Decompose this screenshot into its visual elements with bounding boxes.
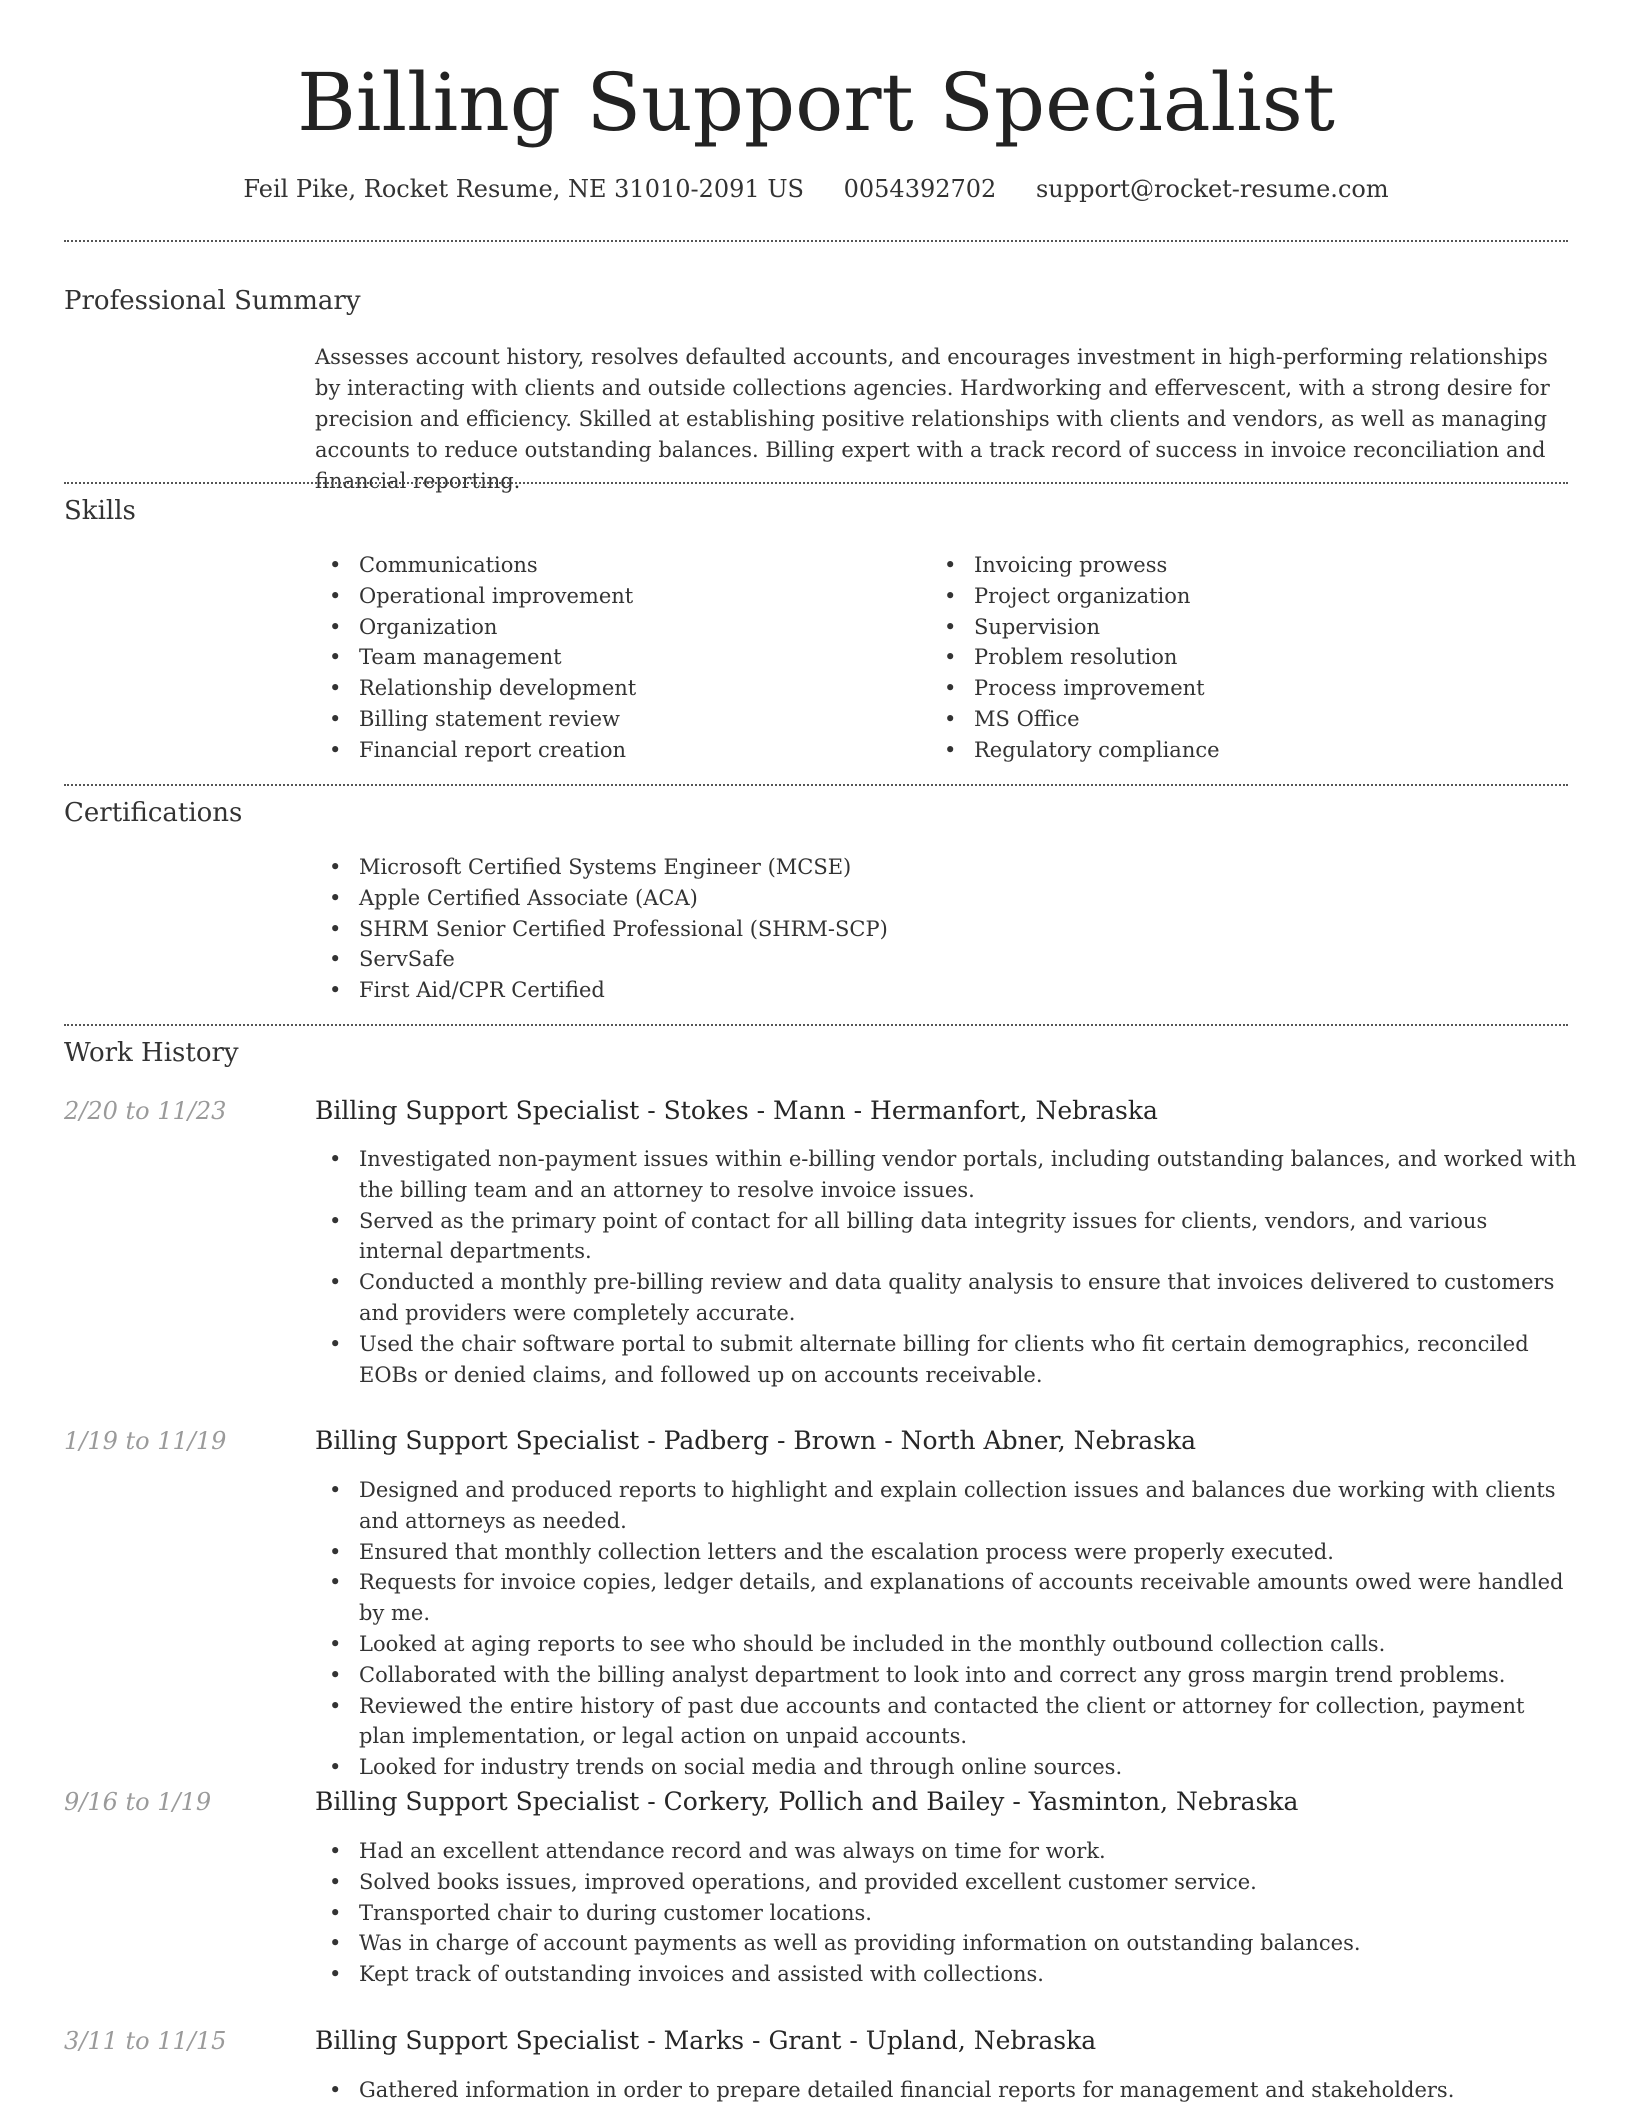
certification-item: • ServSafe bbox=[315, 944, 1515, 975]
job-bullet: • Conducted a monthly pre-billing review and data quality analysis to ensure that invoices delivered to customers and providers were completely accurate. bbox=[315, 1267, 1577, 1329]
job-bullet: • Had an excellent attendance record and was always on time for work. bbox=[315, 1836, 1577, 1867]
job-bullet: • Served as the primary point of contact for all billing data integrity issues for clients, vendors, and various internal departments. bbox=[315, 1206, 1577, 1268]
skill-item: • MS Office bbox=[930, 704, 1530, 735]
job-bullet: • Looked for industry trends on social media and through online sources. bbox=[315, 1752, 1577, 1783]
divider bbox=[64, 240, 1568, 242]
job-dates: 1/19 to 11/19 bbox=[64, 1427, 227, 1455]
job-bullet: • Used the chair software portal to submit alternate billing for clients who fit certain demographics, reconciled EOBs or denied claims, and followed up on accounts receivable. bbox=[315, 1329, 1577, 1391]
skills-list-right bbox=[930, 550, 1530, 766]
job-bullet: • Transported chair to during customer locations. bbox=[315, 1898, 1577, 1929]
job-bullet: • Ensured that monthly collection letters and the escalation process were properly executed. bbox=[315, 1537, 1577, 1568]
job-bullet: • Looked at aging reports to see who should be included in the monthly outbound collection calls. bbox=[315, 1629, 1577, 1660]
job-title: Billing Support Specialist - Corkery, Pollich and Bailey - Yasminton, Nebraska bbox=[315, 1787, 1299, 1816]
certification-item: • First Aid/CPR Certified bbox=[315, 975, 1515, 1006]
job-bullets bbox=[315, 2075, 1577, 2106]
skills-list-left bbox=[315, 550, 895, 766]
job-bullet: • Collaborated with the billing analyst department to look into and correct any gross margin trend problems. bbox=[315, 1660, 1577, 1691]
contact-address: Feil Pike, Rocket Resume, NE 31010-2091 US bbox=[243, 175, 804, 203]
skill-item: • Problem resolution bbox=[930, 642, 1530, 673]
job-bullet: • Designed and produced reports to highlight and explain collection issues and balances due working with clients and attorneys as needed. bbox=[315, 1475, 1577, 1537]
skill-item: • Process improvement bbox=[930, 673, 1530, 704]
skill-item: • Supervision bbox=[930, 612, 1530, 643]
job-bullet: • Investigated non-payment issues within e-billing vendor portals, including outstanding balances, and worked with the billing team and an attorney to resolve invoice issues. bbox=[315, 1144, 1577, 1206]
section-title-summary: Professional Summary bbox=[64, 286, 361, 316]
job-bullets bbox=[315, 1836, 1577, 1990]
job-bullet: • Gathered information in order to prepare detailed financial reports for management and stakeholders. bbox=[315, 2075, 1577, 2106]
job-title: Billing Support Specialist - Padberg - Brown - North Abner, Nebraska bbox=[315, 1426, 1197, 1455]
job-bullet: • Kept track of outstanding invoices and assisted with collections. bbox=[315, 1959, 1577, 1990]
skill-item: • Relationship development bbox=[315, 673, 895, 704]
contact-phone: 0054392702 bbox=[843, 175, 997, 203]
section-title-work-history: Work History bbox=[64, 1038, 239, 1068]
job-dates: 2/20 to 11/23 bbox=[64, 1097, 227, 1125]
contact-line bbox=[0, 172, 1632, 206]
divider bbox=[64, 784, 1568, 786]
job-dates: 9/16 to 1/19 bbox=[64, 1788, 212, 1816]
skill-item: • Financial report creation bbox=[315, 735, 895, 766]
job-bullet: • Was in charge of account payments as well as providing information on outstanding balances. bbox=[315, 1928, 1577, 1959]
section-title-skills: Skills bbox=[64, 496, 136, 526]
job-title: Billing Support Specialist - Stokes - Mann - Hermanfort, Nebraska bbox=[315, 1096, 1158, 1125]
job-bullet: • Solved books issues, improved operations, and provided excellent customer service. bbox=[315, 1867, 1577, 1898]
divider bbox=[64, 482, 1568, 484]
job-bullet: • Reviewed the entire history of past due accounts and contacted the client or attorney for collection, payment plan implementation, or legal action on unpaid accounts. bbox=[315, 1691, 1577, 1753]
job-dates: 3/11 to 11/15 bbox=[64, 2027, 227, 2055]
job-bullets bbox=[315, 1144, 1577, 1390]
job-bullets bbox=[315, 1475, 1577, 1783]
certification-item: • Microsoft Certified Systems Engineer (MCSE) bbox=[315, 852, 1515, 883]
skill-item: • Communications bbox=[315, 550, 895, 581]
summary-text: Assesses account history, resolves defaulted accounts, and encourages investment in high-performing relationships by interacting with clients and outside collections agencies. Hardworking and effervescent, with a strong desire for precision and efficiency. Skilled at establishing positive relationships with clients and vendors, as well as managing accounts to reduce outstanding balances. Billing expert with a track record of success in invoice reconciliation and financial reporting. bbox=[315, 345, 1550, 493]
certification-item: • SHRM Senior Certified Professional (SHRM-SCP) bbox=[315, 914, 1515, 945]
skill-item: • Billing statement review bbox=[315, 704, 895, 735]
section-title-certifications: Certifications bbox=[64, 798, 243, 828]
job-bullet: • Requests for invoice copies, ledger details, and explanations of accounts receivable amounts owed were handled by me. bbox=[315, 1567, 1577, 1629]
candidate-name: Billing Support Specialist bbox=[297, 56, 1335, 149]
skill-item: • Project organization bbox=[930, 581, 1530, 612]
job-title: Billing Support Specialist - Marks - Grant - Upland, Nebraska bbox=[315, 2026, 1097, 2055]
certification-item: • Apple Certified Associate (ACA) bbox=[315, 883, 1515, 914]
certifications-list bbox=[315, 852, 1515, 1006]
skill-item: • Team management bbox=[315, 642, 895, 673]
skill-item: • Regulatory compliance bbox=[930, 735, 1530, 766]
contact-email[interactable]: support@rocket-resume.com bbox=[1035, 175, 1389, 203]
skill-item: • Operational improvement bbox=[315, 581, 895, 612]
skill-item: • Invoicing prowess bbox=[930, 550, 1530, 581]
divider bbox=[64, 1024, 1568, 1026]
skill-item: • Organization bbox=[315, 612, 895, 643]
